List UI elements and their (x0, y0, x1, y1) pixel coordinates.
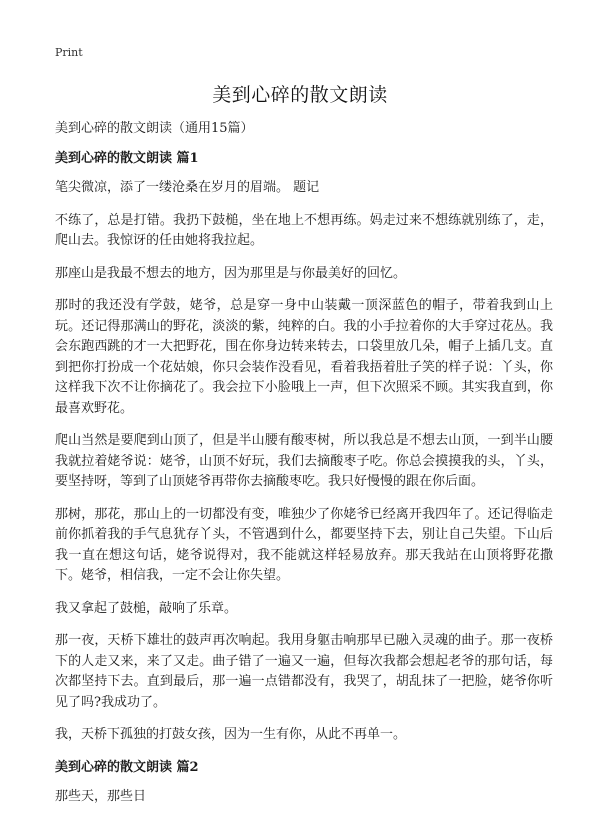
paragraph: 不练了，总是打错。我扔下鼓槌，坐在地上不想再练。妈走过来不想练就别练了，走，爬山去。我惊讶的任由她将我拉起。 (55, 212, 553, 248)
paragraph: 那些天，那些日 (55, 788, 147, 804)
paragraph: 那一夜，天桥下雄壮的鼓声再次响起。我用身躯击响那早已融入灵魂的曲子。那一夜桥下的人走又来，来了又走。曲子错了一遍又一遍，但每次我都会想起老爷的那句话，每次都坚持下去。直到最后，那一遍一点错都没有，我哭了，胡乱抹了一把脸，姥爷你听见了吗?我成功了。 (55, 633, 553, 710)
paragraph: 爬山当然是要爬到山顶了，但是半山腰有酸枣树，所以我总是不想去山顶，一到半山腰我就拉着姥爷说：姥爷，山顶不好玩，我们去摘酸枣子吃。你总会摸摸我的头，丫头，要坚持呀，等到了山顶姥爷再带你去摘酸枣吃。我只好慢慢的跟在你后面。 (55, 433, 553, 489)
document-body (55, 119, 553, 819)
document-title: 美到心碎的散文朗读 (212, 84, 388, 106)
paragraph: 那时的我还没有学鼓，姥爷，总是穿一身中山装戴一顶深蓝色的帽子，带着我到山上玩。还记得那满山的野花，淡淡的紫，纯粹的白。我的小手拉着你的大手穿过花丛。我会东跑西跳的才一大把野花，围在你身边转来转去，口袋里放几朵，帽子上插几支。直到把你打扮成一个花姑娘，你只会装作没看见，看着我捂着肚子笑的样子说：丫头，你这样我下次不让你摘花了。我会拉下小脸哦上一声，但下次照采不顾。其实我直到，你最喜欢野花。 (55, 298, 553, 416)
paragraph: 我，天桥下孤独的打鼓女孩，因为一生有你，从此不再单一。 (55, 727, 407, 742)
section-heading: 美到心碎的散文朗读 篇2 (55, 759, 199, 775)
section-heading: 美到心碎的散文朗读 篇1 (55, 151, 199, 166)
paragraph: 我又拿起了鼓槌，敲响了乐章。 (55, 600, 238, 616)
paragraph: 那座山是我最不想去的地方，因为那里是与你最美好的回忆。 (55, 265, 407, 281)
section-1 (55, 149, 553, 746)
print-label: Print (55, 46, 83, 59)
section-2 (55, 758, 553, 808)
paragraph: 笔尖微凉，添了一缕沧桑在岁月的眉端。 题记 (55, 180, 320, 195)
paragraph: 那树，那花，那山上的一切都没有变，唯独少了你姥爷已经离开我四年了。还记得临走前你抓着我的手气息犹存丫头，不管遇到什么，都要坚持下去，别让自己失望。下山后我一直在想这句话，姥爷说得对，我不能就这样轻易放弃。那天我站在山顶将野花撒下。姥爷，相信我，一定不会让你失望。 (55, 506, 553, 583)
document-subtitle: 美到心碎的散文朗读（通用15篇） (55, 121, 254, 136)
